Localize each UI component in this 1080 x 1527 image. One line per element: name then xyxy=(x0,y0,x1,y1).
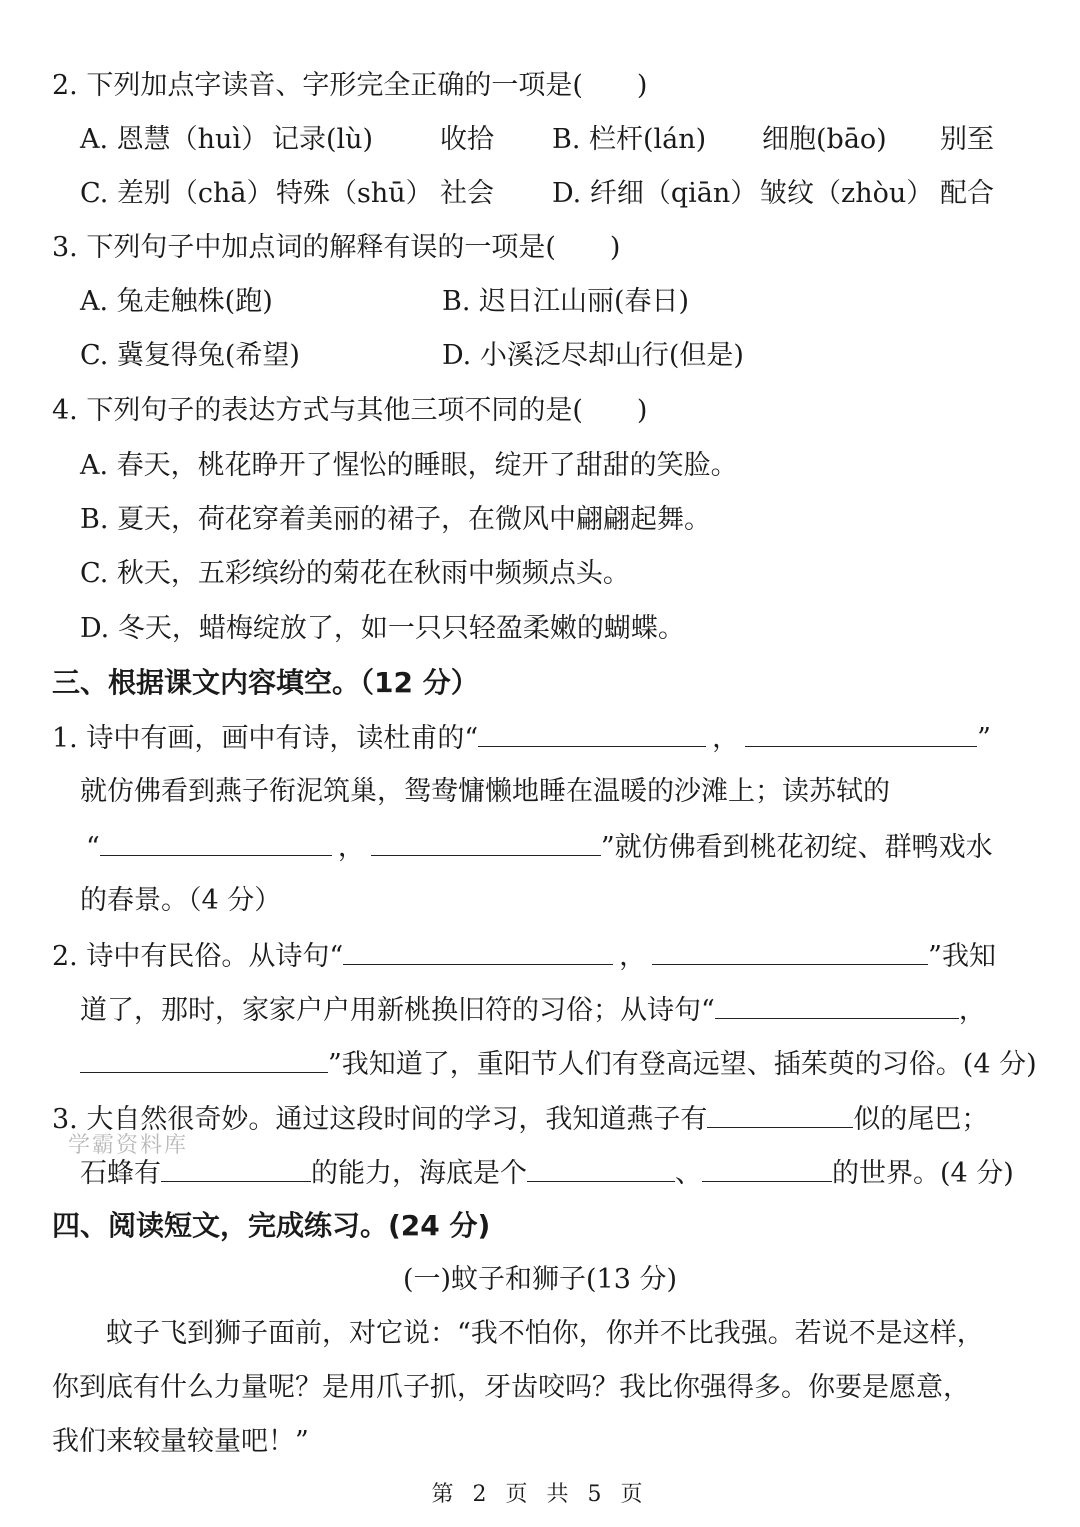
q2-option-c-3: 社会 xyxy=(440,178,494,209)
q3-option-a: A. 兔走触株(跑) xyxy=(80,286,273,317)
fill3-blank-4[interactable] xyxy=(702,1155,832,1182)
q2-option-b-3: 别至 xyxy=(940,124,994,155)
q4-option-d: D. 冬天，蜡梅绽放了，如一只只轻盈柔嫩的蝴蝶。 xyxy=(80,613,685,644)
fill1-blank-3[interactable] xyxy=(100,829,332,856)
fill1-line3 xyxy=(86,829,993,866)
q2-option-a-2: 记录(lù) xyxy=(272,124,374,155)
fill3-text-c: 石蜂有 xyxy=(80,1158,161,1189)
q2-option-a-3: 收拾 xyxy=(440,124,494,155)
page-footer: 第 2 页 共 5 页 xyxy=(431,1482,649,1507)
fill1-text-e: ， xyxy=(337,832,365,863)
q2-option-a-1: A. 恩慧（huì） xyxy=(80,124,269,155)
q3-option-c: C. 冀复得兔(希望) xyxy=(80,340,300,371)
passage-line-3: 我们来较量较量吧！” xyxy=(52,1426,309,1457)
section3-title: 三、根据课文内容填空。（12 分） xyxy=(52,666,479,699)
q3-stem: 3. 下列句子中加点词的解释有误的一项是( ) xyxy=(52,232,621,263)
fill1-text-a: 1. 诗中有画，画中有诗，读杜甫的“ xyxy=(52,723,479,754)
passage-line-2: 你到底有什么力量呢？是用爪子抓，牙齿咬吗？我比你强得多。你要是愿意， xyxy=(52,1372,970,1403)
fill1-text-b: ， xyxy=(712,723,740,754)
watermark-text: 学霸资料库 xyxy=(68,1133,189,1158)
passage-title: (一)蚊子和狮子(13 分) xyxy=(402,1264,678,1295)
q2-stem: 2. 下列加点字读音、字形完全正确的一项是( ) xyxy=(52,70,648,101)
fill2-text-a: 2. 诗中有民俗。从诗句“ xyxy=(52,941,344,972)
fill1-text-f: ”就仿佛看到桃花初绽、群鸭戏水 xyxy=(600,832,993,863)
q2-option-d-2: 皱纹（zhòu） xyxy=(760,178,934,209)
fill3-text-a: 3. 大自然很奇妙。通过这段时间的学习，我知道燕子有 xyxy=(52,1104,708,1135)
passage-line-1: 蚊子飞到狮子面前，对它说：“我不怕你，你并不比我强。若说不是这样， xyxy=(52,1318,984,1349)
fill1-blank-1[interactable] xyxy=(478,720,706,747)
q3-option-b: B. 迟日江山丽(春日) xyxy=(442,286,690,317)
fill3-blank-2[interactable] xyxy=(161,1155,311,1182)
fill3-line2 xyxy=(80,1155,1014,1192)
fill2-line3 xyxy=(80,1046,1037,1083)
fill2-line2 xyxy=(80,992,986,1029)
fill1-line4: 的春景。（4 分） xyxy=(80,885,282,916)
q2-option-d-3: 配合 xyxy=(940,178,994,209)
fill3-line1 xyxy=(52,1101,988,1138)
fill3-text-d: 的能力，海底是个 xyxy=(311,1158,527,1189)
section4-title: 四、阅读短文，完成练习。(24 分) xyxy=(52,1209,491,1242)
fill2-blank-2[interactable] xyxy=(652,938,928,965)
fill3-text-b: 似的尾巴； xyxy=(853,1104,989,1135)
fill3-text-e: 、 xyxy=(675,1158,702,1189)
fill3-blank-3[interactable] xyxy=(527,1155,675,1182)
q4-option-a: A. 春天，桃花睁开了惺忪的睡眼，绽开了甜甜的笑脸。 xyxy=(80,450,738,481)
fill2-blank-1[interactable] xyxy=(343,938,613,965)
fill2-text-b: ， xyxy=(619,941,647,972)
q2-option-c-2: 特殊（shū） xyxy=(276,178,433,209)
fill2-text-d: 道了，那时，家家户户用新桃换旧符的习俗；从诗句“ xyxy=(80,995,715,1026)
q2-option-b-1: B. 栏杆(lán) xyxy=(552,124,707,155)
fill1-line2: 就仿佛看到燕子衔泥筑巢，鸳鸯慵懒地睡在温暖的沙滩上；读苏轼的 xyxy=(80,776,890,807)
fill3-blank-1[interactable] xyxy=(707,1101,853,1128)
fill2-text-c: ”我知 xyxy=(928,941,996,972)
fill1-text-c: ” xyxy=(977,723,991,754)
fill2-line1 xyxy=(52,938,996,975)
fill2-text-e: ， xyxy=(958,995,986,1026)
fill1-text-d: “ xyxy=(86,832,100,863)
fill2-text-f: ”我知道了，重阳节人们有登高远望、插茱萸的习俗。(4 分) xyxy=(328,1049,1037,1080)
q4-option-b: B. 夏天，荷花穿着美丽的裙子，在微风中翩翩起舞。 xyxy=(80,504,712,535)
q2-option-d-1: D. 纤细（qiān） xyxy=(552,178,758,209)
q4-stem: 4. 下列句子的表达方式与其他三项不同的是( ) xyxy=(52,395,648,426)
fill1-line1 xyxy=(52,720,991,757)
fill2-blank-4[interactable] xyxy=(80,1046,328,1073)
fill1-blank-4[interactable] xyxy=(371,829,601,856)
q2-option-b-2: 细胞(bāo) xyxy=(762,124,887,155)
fill1-blank-2[interactable] xyxy=(745,720,977,747)
q2-option-c-1: C. 差别（chā） xyxy=(80,178,274,209)
q3-option-d: D. 小溪泛尽却山行(但是) xyxy=(442,340,744,371)
fill2-blank-3[interactable] xyxy=(715,992,959,1019)
q4-option-c: C. 秋天，五彩缤纷的菊花在秋雨中频频点头。 xyxy=(80,558,630,589)
fill3-text-f: 的世界。(4 分) xyxy=(832,1158,1014,1189)
